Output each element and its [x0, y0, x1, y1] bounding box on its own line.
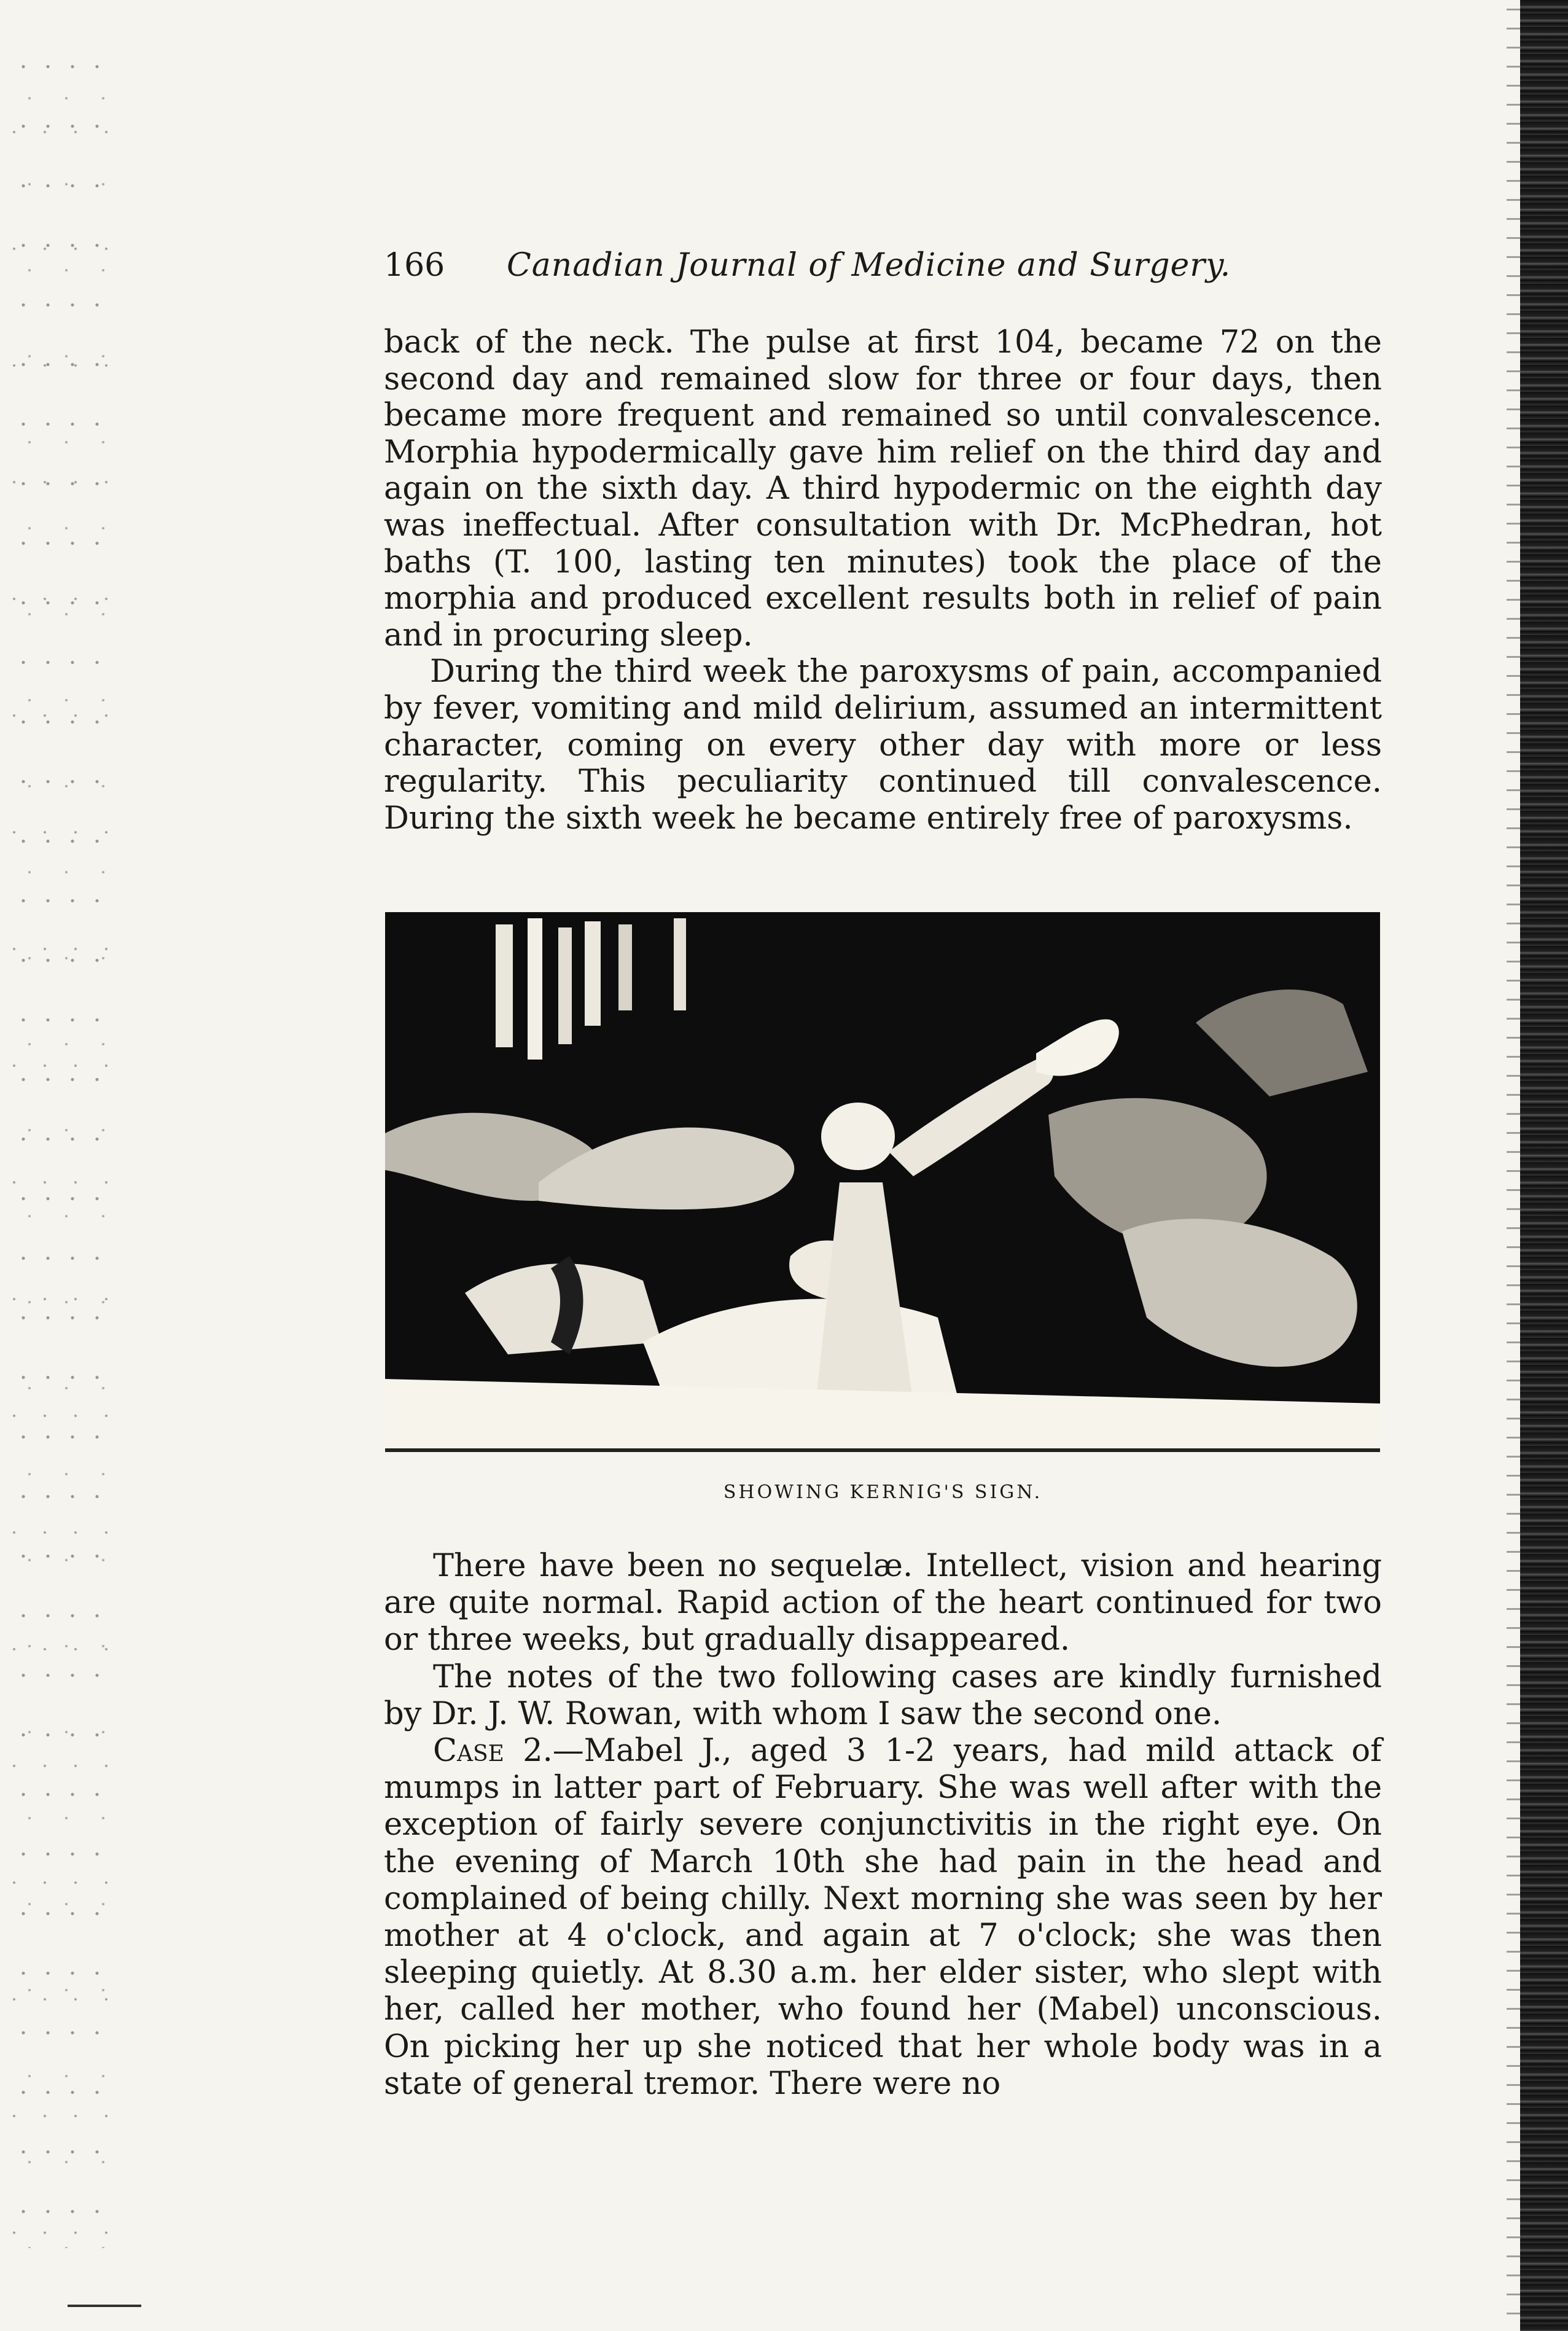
- kernig-sign-photograph: [385, 912, 1380, 1452]
- running-header: [384, 241, 1241, 290]
- case-2-text: —Mabel J., aged 3 1-2 years, had mild attack of mumps in latter part of February. She was well after with the exception of fairly severe conjunctivitis in the right eye. On the evening of March 10th she had pain in the head and complained of being chilly. Next morning she was seen by her mother at 4 o'clock, and again at 7 o'clock; she was then sleeping quietly. At 8.30 a.m. her elder sister, who slept with her, called her mother, who found her (Mabel) unconscious. On picking her up she noticed that her whole body was in a state of general tremor. There were no: [384, 1733, 1382, 2102]
- paragraph: The notes of the two following cases are kindly furnished by Dr. J. W. Rowan, with whom I saw the second one.: [384, 1658, 1382, 1732]
- book-spine-edge: [1520, 0, 1568, 2331]
- journal-title: Canadian Journal of Medicine and Surgery.: [507, 247, 1231, 284]
- paragraph: back of the neck. The pulse at first 104, became 72 on the second day and remained slow for three or four days, then became more frequent and remained so until convalescence. Morphia hypodermically gave him relief on the third day and again on the sixth day. A third hypodermic on the eighth day was ineffectual. After consultation with Dr. McPhedran, hot baths (T. 100, lasting ten minutes) took the place of the morphia and produced excellent results both in relief of pain and in procuring sleep.: [384, 324, 1382, 654]
- case-2-paragraph: [384, 1733, 1382, 2103]
- footer-rule: [68, 2305, 141, 2307]
- body-text-bottom: [384, 1548, 1382, 2103]
- page-number: 166: [384, 247, 445, 284]
- case-label: Case 2.: [433, 1733, 553, 1770]
- photo-illustration: [385, 912, 1380, 1448]
- paragraph: During the third week the paroxysms of pain, accompanied by fever, vomiting and mild delirium, assumed an intermittent character, coming on every other day with more or less regularity. This peculiarity continued till convalescence. During the sixth week he became entirely free of paroxysms.: [384, 654, 1382, 837]
- body-text-top: [384, 324, 1382, 837]
- scan-margin-specks: [5, 37, 115, 2248]
- paragraph: There have been no sequelæ. Intellect, vision and hearing are quite normal. Rapid action of the heart continued for two or three weeks, but gradually disappeared.: [384, 1548, 1382, 1658]
- figure-caption: SHOWING KERNIG'S SIGN.: [723, 1482, 1043, 1503]
